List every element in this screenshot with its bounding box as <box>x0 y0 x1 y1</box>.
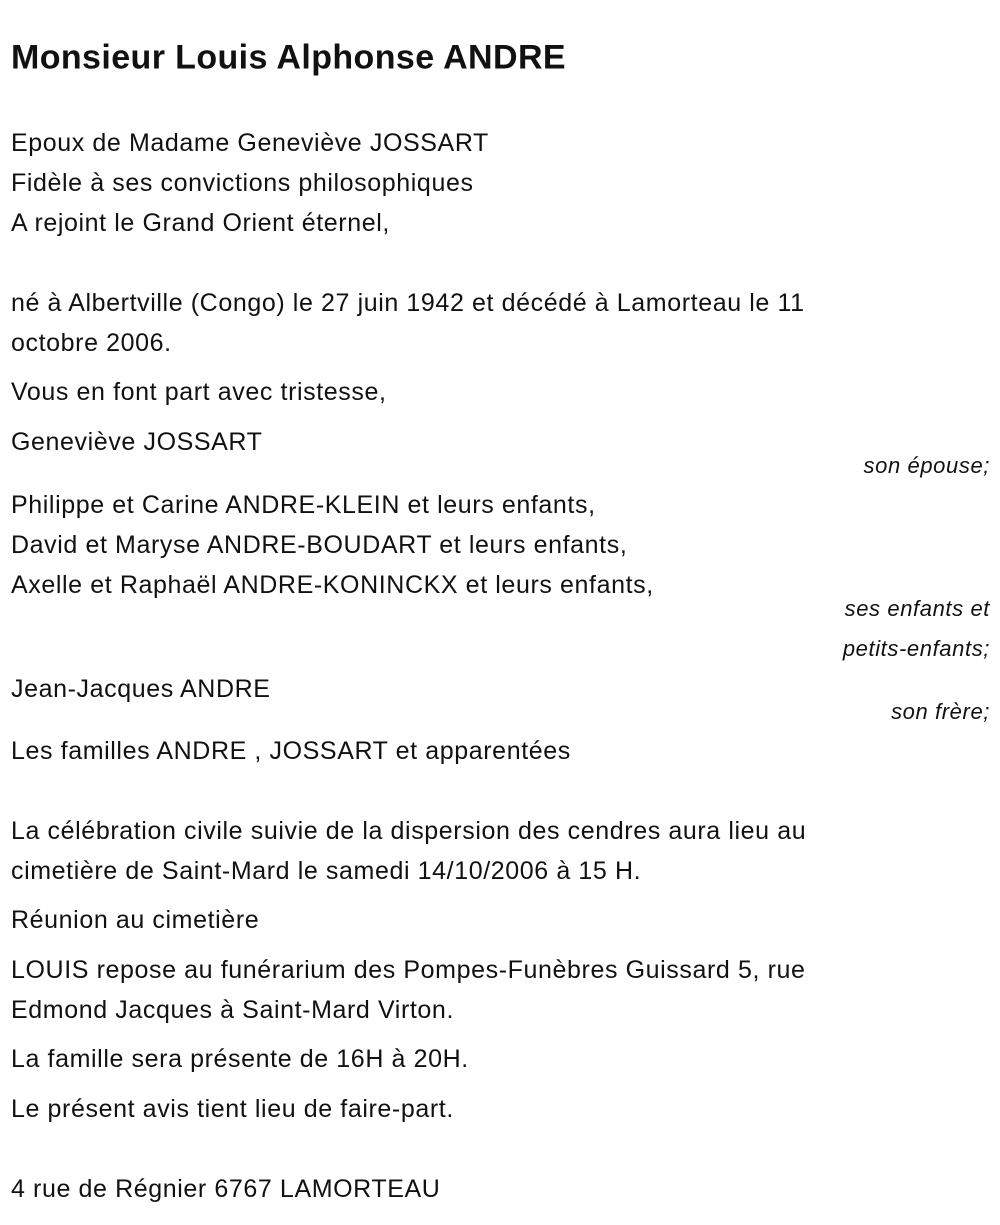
ceremony-line: La célébration civile suivie de la dispersion des cendres aura lieu au <box>11 817 807 845</box>
presence-text: La famille sera présente de 16H à 20H. <box>11 1045 469 1073</box>
birth-line: né à Albertville (Congo) le 27 juin 1942 et décédé à Lamorteau le 11 <box>11 289 805 317</box>
spouse-relation: son épouse; <box>863 453 990 478</box>
brother-relation: son frère; <box>891 699 990 724</box>
intro-line: Epoux de Madame Geneviève JOSSART <box>11 129 489 157</box>
spouse-name: Geneviève JOSSART <box>11 428 263 456</box>
address-text: 4 rue de Régnier 6767 LAMORTEAU <box>11 1175 441 1203</box>
ceremony-line: cimetière de Saint-Mard le samedi 14/10/2006 à 15 H. <box>11 857 642 885</box>
intro-line: A rejoint le Grand Orient éternel, <box>11 209 390 237</box>
funerarium-line: Edmond Jacques à Saint-Mard Virton. <box>11 996 454 1024</box>
announce-text: Vous en font part avec tristesse, <box>11 378 387 406</box>
intro-line: Fidèle à ses convictions philosophiques <box>11 169 474 197</box>
child-name: Philippe et Carine ANDRE-KLEIN et leurs enfants, <box>11 491 596 519</box>
funerarium-line: LOUIS repose au funérarium des Pompes-Funèbres Guissard 5, rue <box>11 956 806 984</box>
page-title: Monsieur Louis Alphonse ANDRE <box>11 38 566 77</box>
families-text: Les familles ANDRE , JOSSART et apparentées <box>11 737 571 765</box>
meeting-text: Réunion au cimetière <box>11 906 260 934</box>
children-relation: petits-enfants; <box>842 636 990 661</box>
brother-name: Jean-Jacques ANDRE <box>11 675 271 703</box>
child-name: Axelle et Raphaël ANDRE-KONINCKX et leurs enfants, <box>11 571 654 599</box>
children-relation: ses enfants et <box>844 596 990 621</box>
notice-text: Le présent avis tient lieu de faire-part. <box>11 1095 454 1123</box>
child-name: David et Maryse ANDRE-BOUDART et leurs enfants, <box>11 531 628 559</box>
birth-line: octobre 2006. <box>11 329 172 357</box>
